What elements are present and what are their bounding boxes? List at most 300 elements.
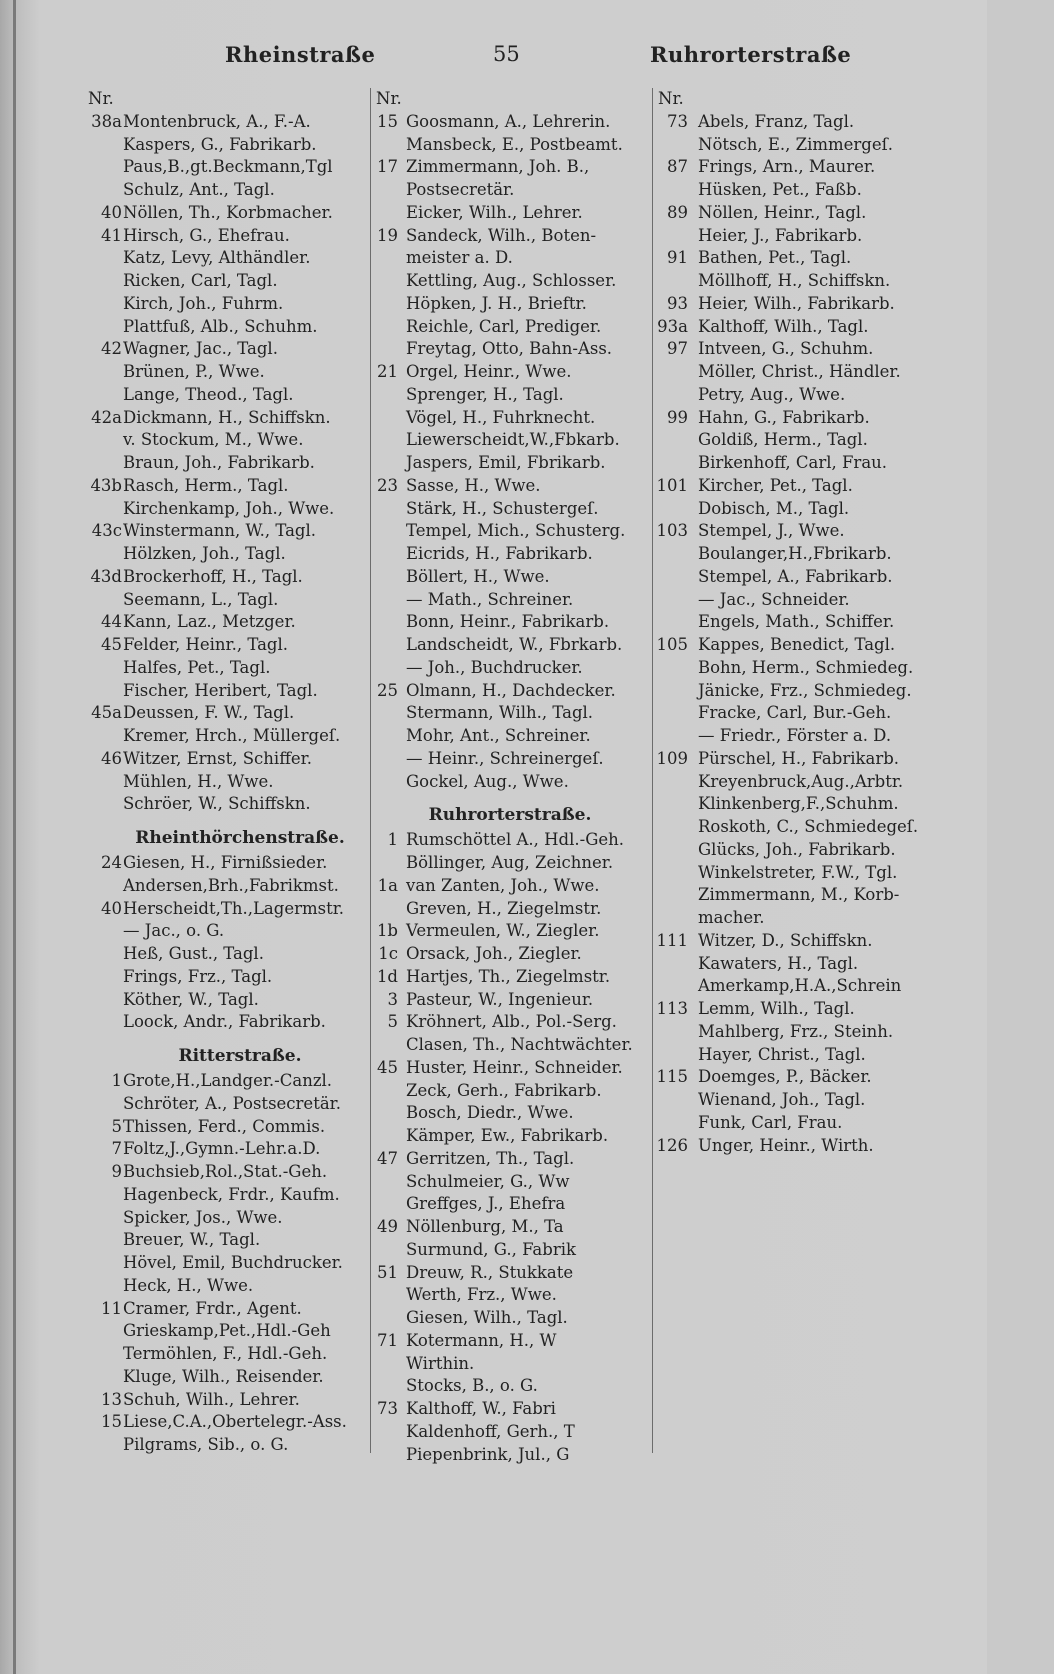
- resident-entry: Hayer, Christ., Tagl.: [698, 1044, 866, 1064]
- house-number: 49: [377, 1217, 398, 1236]
- house-number: 115: [656, 1067, 688, 1087]
- directory-entry: [82, 293, 368, 316]
- resident-entry: Katz, Levy, Althändler.: [123, 248, 311, 268]
- directory-entry: [82, 611, 368, 634]
- directory-entry: [370, 475, 650, 498]
- house-number: 7: [111, 1139, 122, 1159]
- resident-entry: Kaspers, G., Fabrikarb.: [123, 134, 317, 154]
- directory-entry: [370, 829, 650, 852]
- resident-entry: Hövel, Emil, Buchdrucker.: [123, 1253, 343, 1272]
- directory-entry: [82, 111, 368, 134]
- directory-entry: [652, 429, 942, 452]
- resident-entry: Frings, Arn., Maurer.: [698, 157, 876, 177]
- resident-entry: Surmund, G., Fabrik: [406, 1239, 576, 1259]
- directory-entry: [82, 179, 368, 202]
- directory-entry: [82, 134, 368, 157]
- resident-entry: Zimmermann, M., Korb-: [698, 885, 900, 905]
- resident-entry: — Heinr., Schreinergeſ.: [406, 748, 604, 768]
- directory-entry: [652, 179, 942, 202]
- resident-entry: Mahlberg, Frz., Steinh.: [698, 1021, 894, 1041]
- resident-entry: Schröer, W., Schiffskn.: [123, 794, 311, 814]
- directory-entry: [370, 966, 650, 989]
- house-number: 45: [377, 1057, 398, 1077]
- directory-entry: [82, 202, 368, 225]
- directory-entry: [82, 338, 368, 361]
- resident-entry: Kluge, Wilh., Reisender.: [123, 1366, 324, 1386]
- directory-entry: [82, 1011, 368, 1034]
- resident-entry: Kröhnert, Alb., Pol.-Serg.: [406, 1012, 617, 1032]
- resident-entry: Möller, Christ., Händler.: [698, 362, 901, 381]
- resident-entry: Kremer, Hrch., Müllergeſ.: [123, 726, 341, 745]
- directory-entry: [652, 156, 942, 179]
- directory-entry: [370, 1125, 650, 1148]
- resident-entry: Doemges, P., Bäcker.: [698, 1067, 872, 1087]
- resident-entry: Kappes, Benedict, Tagl.: [698, 635, 896, 654]
- resident-entry: — Friedr., Förster a. D.: [698, 726, 892, 745]
- resident-entry: Wienand, Joh., Tagl.: [698, 1090, 866, 1109]
- directory-entry: [82, 875, 368, 898]
- house-number: 40: [101, 202, 122, 222]
- resident-entry: Vögel, H., Fuhrknecht.: [406, 407, 596, 427]
- street-section-heading: Ruhrorterstraße.: [428, 805, 592, 826]
- directory-entry: [82, 1138, 368, 1161]
- directory-entry: [652, 270, 942, 293]
- directory-entry: [82, 920, 368, 943]
- house-number: 21: [377, 362, 398, 381]
- directory-entry: [370, 452, 650, 475]
- directory-entry: [82, 384, 368, 407]
- directory-entry: [370, 543, 650, 566]
- directory-entry: [82, 361, 368, 384]
- house-number: 1: [111, 1071, 122, 1090]
- resident-entry: Böllert, H., Wwe.: [406, 566, 550, 586]
- directory-entry: [82, 1229, 368, 1252]
- directory-entry: [370, 1307, 650, 1330]
- house-number: 51: [377, 1262, 398, 1282]
- resident-entry: Heß, Gust., Tagl.: [123, 944, 264, 963]
- resident-entry: Stempel, A., Fabrikarb.: [698, 566, 893, 586]
- directory-entry: [82, 1207, 368, 1230]
- resident-entry: Köther, W., Tagl.: [123, 989, 259, 1009]
- directory-entry: [82, 989, 368, 1012]
- house-number: 1b: [376, 921, 398, 941]
- house-number: 91: [667, 248, 688, 268]
- directory-entry: [370, 384, 650, 407]
- directory-entry: [82, 156, 368, 179]
- house-number: 103: [656, 521, 688, 541]
- resident-entry: Dreuw, R., Stukkate: [406, 1262, 574, 1282]
- house-number: 3: [387, 989, 398, 1009]
- directory-entry: [370, 1080, 650, 1103]
- resident-entry: Intveen, G., Schuhm.: [698, 339, 874, 359]
- house-number: 99: [667, 407, 688, 427]
- directory-entry: [82, 1434, 368, 1457]
- directory-entry: [82, 452, 368, 475]
- directory-entry: [370, 1375, 650, 1398]
- directory-entry: [652, 1135, 942, 1158]
- directory-entry: [652, 975, 942, 998]
- directory-entry: [370, 361, 650, 384]
- resident-entry: Mansbeck, E., Postbeamt.: [406, 134, 623, 154]
- resident-entry: Böllinger, Aug, Zeichner.: [406, 853, 614, 872]
- resident-entry: meister a. D.: [406, 248, 513, 268]
- directory-entry: [370, 1284, 650, 1307]
- resident-entry: Greffges, J., Ehefra: [406, 1194, 566, 1214]
- directory-entry: [370, 1193, 650, 1216]
- directory-entry: [370, 1262, 650, 1285]
- directory-column-2: [370, 88, 650, 1466]
- resident-entry: Goldiß, Herm., Tagl.: [698, 430, 868, 450]
- directory-entry: [370, 771, 650, 794]
- house-number: 15: [101, 1412, 122, 1432]
- resident-entry: Kann, Laz., Metzger.: [123, 612, 296, 632]
- directory-entry: [652, 771, 942, 794]
- house-number-label: Nr.: [658, 89, 684, 108]
- directory-entry: [82, 1389, 368, 1412]
- directory-entry: [82, 316, 368, 339]
- resident-entry: Rumschöttel A., Hdl.-Geh.: [406, 830, 625, 850]
- resident-entry: Klinkenberg,F.,Schuhm.: [698, 794, 899, 814]
- directory-entry: [82, 1298, 368, 1321]
- directory-entry: [652, 748, 942, 771]
- resident-entry: Frings, Frz., Tagl.: [123, 966, 273, 986]
- house-number: 1a: [377, 875, 398, 895]
- directory-entry: [370, 429, 650, 452]
- directory-entry: [82, 657, 368, 680]
- directory-entry: [652, 1021, 942, 1044]
- column-label-row: [82, 88, 368, 111]
- resident-entry: Engels, Math., Schiffer.: [698, 612, 895, 632]
- resident-entry: — Jac., Schneider.: [698, 589, 850, 609]
- resident-entry: Orgel, Heinr., Wwe.: [406, 362, 572, 381]
- directory-entry: [652, 930, 942, 953]
- resident-entry: Bosch, Diedr., Wwe.: [406, 1103, 574, 1123]
- resident-entry: Ricken, Carl, Tagl.: [123, 271, 278, 290]
- directory-entry: [370, 498, 650, 521]
- resident-entry: — Jac., o. G.: [123, 921, 225, 941]
- directory-entry: [652, 816, 942, 839]
- directory-entry: [370, 1148, 650, 1171]
- resident-entry: Seemann, L., Tagl.: [123, 589, 279, 609]
- resident-entry: Gerritzen, Th., Tagl.: [406, 1148, 575, 1168]
- directory-entry: [652, 384, 942, 407]
- resident-entry: Halfes, Pet., Tagl.: [123, 657, 271, 677]
- resident-entry: Huster, Heinr., Schneider.: [406, 1057, 623, 1077]
- resident-entry: Braun, Joh., Fabrikarb.: [123, 453, 315, 472]
- resident-entry: Wagner, Jac., Tagl.: [123, 339, 278, 359]
- street-section-heading: Ritterstraße.: [178, 1046, 302, 1066]
- directory-entry: [82, 1093, 368, 1116]
- resident-entry: Petry, Aug., Wwe.: [698, 384, 846, 404]
- house-number: 24: [101, 853, 122, 872]
- resident-entry: v. Stockum, M., Wwe.: [123, 430, 304, 450]
- resident-entry: Wirthin.: [406, 1353, 475, 1373]
- resident-entry: Witzer, Ernst, Schiffer.: [123, 748, 313, 768]
- house-number: 5: [387, 1012, 398, 1032]
- house-number: 15: [377, 111, 398, 131]
- resident-entry: Cramer, Frdr., Agent.: [123, 1298, 302, 1318]
- directory-entry: [82, 852, 368, 875]
- directory-entry: [82, 634, 368, 657]
- directory-entry: [652, 680, 942, 703]
- resident-entry: Bonn, Heinr., Fabrikarb.: [406, 612, 610, 632]
- directory-entry: [652, 589, 942, 612]
- resident-entry: Reichle, Carl, Prediger.: [406, 316, 602, 336]
- directory-entry: [652, 953, 942, 976]
- directory-entry: [370, 179, 650, 202]
- column-label-row: [652, 88, 942, 111]
- resident-entry: Hartjes, Th., Ziegelmstr.: [406, 966, 611, 986]
- resident-entry: Pilgrams, Sib., o. G.: [123, 1435, 289, 1454]
- resident-entry: Werth, Frz., Wwe.: [406, 1285, 557, 1305]
- resident-entry: Paus,B.,gt.Beckmann,Tgl: [123, 157, 333, 177]
- house-number: 97: [667, 339, 688, 359]
- resident-entry: Winstermann, W., Tagl.: [123, 521, 317, 541]
- directory-entry: [370, 875, 650, 898]
- directory-entry: [652, 725, 942, 748]
- resident-entry: macher.: [698, 908, 765, 927]
- resident-entry: Foltz,J.,Gymn.-Lehr.a.D.: [123, 1139, 321, 1159]
- resident-entry: Bathen, Pet., Tagl.: [698, 248, 852, 268]
- directory-entry: [370, 225, 650, 248]
- resident-entry: Kircher, Pet., Tagl.: [698, 475, 853, 495]
- resident-entry: Roskoth, C., Schmiedegeſ.: [698, 817, 919, 836]
- directory-entry: [82, 589, 368, 612]
- directory-entry: [652, 657, 942, 680]
- resident-entry: Kämper, Ew., Fabrikarb.: [406, 1126, 609, 1145]
- header-right-street: Ruhrorterstraße: [650, 42, 852, 67]
- house-number: 43b: [90, 475, 122, 495]
- directory-entry: [370, 156, 650, 179]
- directory-entry: [370, 407, 650, 430]
- resident-entry: Lemm, Wilh., Tagl.: [698, 999, 855, 1018]
- house-number: 46: [101, 748, 122, 768]
- resident-entry: Lange, Theod., Tagl.: [123, 384, 294, 404]
- directory-entry: [82, 1184, 368, 1207]
- directory-entry: [652, 998, 942, 1021]
- resident-entry: Kotermann, H., W: [406, 1330, 557, 1350]
- directory-entry: [82, 498, 368, 521]
- directory-entry: [370, 1216, 650, 1239]
- directory-entry: [82, 475, 368, 498]
- house-number: 71: [377, 1330, 398, 1350]
- resident-entry: Breuer, W., Tagl.: [123, 1230, 261, 1250]
- resident-entry: Heier, Wilh., Fabrikarb.: [698, 293, 895, 313]
- resident-entry: Giesen, H., Firnißsieder.: [123, 853, 328, 872]
- directory-entry: [370, 898, 650, 921]
- directory-entry: [652, 247, 942, 270]
- resident-entry: Liese,C.A.,Obertelegr.-Ass.: [123, 1412, 347, 1432]
- resident-entry: Kirchenkamp, Joh., Wwe.: [123, 498, 335, 518]
- resident-entry: Abels, Franz, Tagl.: [698, 111, 855, 131]
- resident-entry: Deussen, F. W., Tagl.: [123, 703, 295, 723]
- resident-entry: Möllhoff, H., Schiffskn.: [698, 271, 891, 290]
- resident-entry: Grote,H.,Landger.-Canzl.: [123, 1071, 333, 1090]
- directory-entry: [652, 884, 942, 907]
- directory-entry: [82, 1070, 368, 1093]
- house-number: 44: [101, 612, 122, 632]
- directory-entry: [652, 862, 942, 885]
- directory-entry: [652, 293, 942, 316]
- resident-entry: Kirch, Joh., Fuhrm.: [123, 293, 284, 313]
- house-number: 25: [377, 680, 398, 700]
- directory-entry: [370, 680, 650, 703]
- directory-entry: [652, 839, 942, 862]
- resident-entry: Mohr, Ant., Schreiner.: [406, 726, 591, 745]
- directory-entry: [82, 1320, 368, 1343]
- running-header: [0, 42, 987, 82]
- house-number: 73: [377, 1399, 398, 1418]
- directory-entry: [370, 589, 650, 612]
- house-number: 19: [377, 225, 398, 245]
- directory-entry: [652, 338, 942, 361]
- directory-entry: [652, 1044, 942, 1067]
- resident-entry: Heier, J., Fabrikarb.: [698, 225, 863, 245]
- house-number: 9: [111, 1162, 122, 1181]
- directory-entry: [652, 543, 942, 566]
- resident-entry: Montenbruck, A., F.-A.: [123, 111, 311, 131]
- resident-entry: Tempel, Mich., Schusterg.: [406, 521, 626, 541]
- directory-entry: [652, 520, 942, 543]
- directory-entry: [82, 680, 368, 703]
- directory-entry: [82, 543, 368, 566]
- directory-entry: [652, 225, 942, 248]
- directory-entry: [652, 566, 942, 589]
- resident-entry: Felder, Heinr., Tagl.: [123, 635, 288, 654]
- resident-entry: Nöllen, Heinr., Tagl.: [698, 202, 867, 222]
- resident-entry: Clasen, Th., Nachtwächter.: [406, 1035, 633, 1054]
- directory-entry: [370, 134, 650, 157]
- resident-entry: Spicker, Jos., Wwe.: [123, 1207, 283, 1227]
- directory-entry: [82, 702, 368, 725]
- resident-entry: Fracke, Carl, Bur.-Geh.: [698, 703, 892, 723]
- resident-entry: Buchsieb,Rol.,Stat.-Geh.: [123, 1162, 328, 1181]
- house-number: 93: [667, 293, 688, 313]
- house-number: 47: [377, 1148, 398, 1168]
- house-number: 17: [377, 157, 398, 177]
- resident-entry: Birkenhoff, Carl, Frau.: [698, 453, 888, 472]
- resident-entry: Dickmann, H., Schiffskn.: [123, 407, 331, 427]
- directory-entry: [82, 429, 368, 452]
- resident-entry: Kawaters, H., Tagl.: [698, 953, 859, 973]
- directory-entry: [82, 725, 368, 748]
- resident-entry: Sasse, H., Wwe.: [406, 475, 541, 495]
- directory-entry: [652, 907, 942, 930]
- resident-entry: van Zanten, Joh., Wwe.: [406, 875, 600, 895]
- resident-entry: Greven, H., Ziegelmstr.: [406, 898, 602, 918]
- directory-entry: [370, 657, 650, 680]
- resident-entry: Eicrids, H., Fabrikarb.: [406, 544, 593, 563]
- resident-entry: Sprenger, H., Tagl.: [406, 384, 564, 404]
- directory-entry: [370, 748, 650, 771]
- directory-entry: [370, 725, 650, 748]
- resident-entry: Nöllen, Th., Korbmacher.: [123, 202, 333, 222]
- directory-entry: [82, 771, 368, 794]
- directory-entry: [370, 520, 650, 543]
- resident-entry: Kalthoff, Wilh., Tagl.: [698, 316, 869, 336]
- directory-entry: [652, 202, 942, 225]
- resident-entry: Gockel, Aug., Wwe.: [406, 771, 569, 791]
- directory-entry: [370, 702, 650, 725]
- house-number: 40: [101, 898, 122, 918]
- resident-entry: Freytag, Otto, Bahn-Ass.: [406, 339, 613, 359]
- house-number: 43d: [90, 566, 122, 586]
- resident-entry: Thissen, Ferd., Commis.: [123, 1116, 326, 1136]
- house-number: 1d: [376, 966, 398, 986]
- directory-entry: [652, 1089, 942, 1112]
- resident-entry: Orsack, Joh., Ziegler.: [406, 944, 582, 963]
- directory-entry: [82, 1116, 368, 1139]
- directory-entry: [82, 898, 368, 921]
- house-number: 93a: [657, 316, 688, 336]
- resident-entry: Stocks, B., o. G.: [406, 1376, 538, 1396]
- house-number: 1c: [378, 944, 398, 963]
- resident-entry: Hüsken, Pet., Faßb.: [698, 180, 862, 199]
- directory-entry: [82, 520, 368, 543]
- directory-entry: [370, 1102, 650, 1125]
- house-number: 105: [656, 635, 688, 654]
- directory-entry: [652, 111, 942, 134]
- directory-entry: [82, 1275, 368, 1298]
- resident-entry: Eicker, Wilh., Lehrer.: [406, 202, 583, 222]
- directory-entry: [82, 270, 368, 293]
- resident-entry: Hölzken, Joh., Tagl.: [123, 544, 286, 563]
- resident-entry: Jaspers, Emil, Fbrikarb.: [406, 453, 606, 472]
- house-number-label: Nr.: [376, 89, 402, 108]
- directory-entry: [82, 407, 368, 430]
- house-number: 45a: [91, 703, 122, 723]
- page-number: 55: [493, 42, 520, 66]
- house-number-label: Nr.: [88, 89, 114, 108]
- resident-entry: Stempel, J., Wwe.: [698, 521, 845, 541]
- resident-entry: Brockerhoff, H., Tagl.: [123, 566, 303, 586]
- directory-entry: [82, 1411, 368, 1434]
- house-number: 1: [387, 830, 398, 850]
- directory-entry: [82, 247, 368, 270]
- column-label-row: [370, 88, 650, 111]
- directory-entry: [370, 943, 650, 966]
- house-number: 45: [101, 635, 122, 654]
- directory-entry: [370, 611, 650, 634]
- directory-entry: [82, 793, 368, 816]
- directory-entry: [652, 316, 942, 339]
- directory-entry: [652, 1066, 942, 1089]
- house-number: 38a: [91, 111, 122, 131]
- resident-entry: Stärk, H., Schustergeſ.: [406, 498, 599, 518]
- resident-entry: Piepenbrink, Jul., G: [406, 1444, 570, 1464]
- house-number: 73: [667, 111, 688, 131]
- directory-entry: [370, 1239, 650, 1262]
- resident-entry: Heck, H., Wwe.: [123, 1275, 254, 1295]
- house-number: 109: [656, 748, 688, 768]
- resident-entry: Höpken, J. H., Brieftr.: [406, 293, 587, 313]
- resident-entry: Landscheidt, W., Fbrkarb.: [406, 635, 623, 654]
- resident-entry: Rasch, Herm., Tagl.: [123, 475, 289, 495]
- resident-entry: Boulanger,H.,Fbrikarb.: [698, 544, 892, 563]
- house-number: 5: [111, 1116, 122, 1136]
- directory-entry: [370, 1421, 650, 1444]
- directory-entry: [652, 702, 942, 725]
- directory-entry: [652, 498, 942, 521]
- resident-entry: Pasteur, W., Ingenieur.: [406, 989, 594, 1009]
- resident-entry: Kalthoff, W., Fabri: [406, 1399, 556, 1418]
- resident-entry: Vermeulen, W., Ziegler.: [406, 921, 600, 941]
- directory-entry: [370, 1034, 650, 1057]
- directory-entry: [370, 920, 650, 943]
- directory-entry: [370, 634, 650, 657]
- directory-entry: [370, 1057, 650, 1080]
- directory-entry: [370, 989, 650, 1012]
